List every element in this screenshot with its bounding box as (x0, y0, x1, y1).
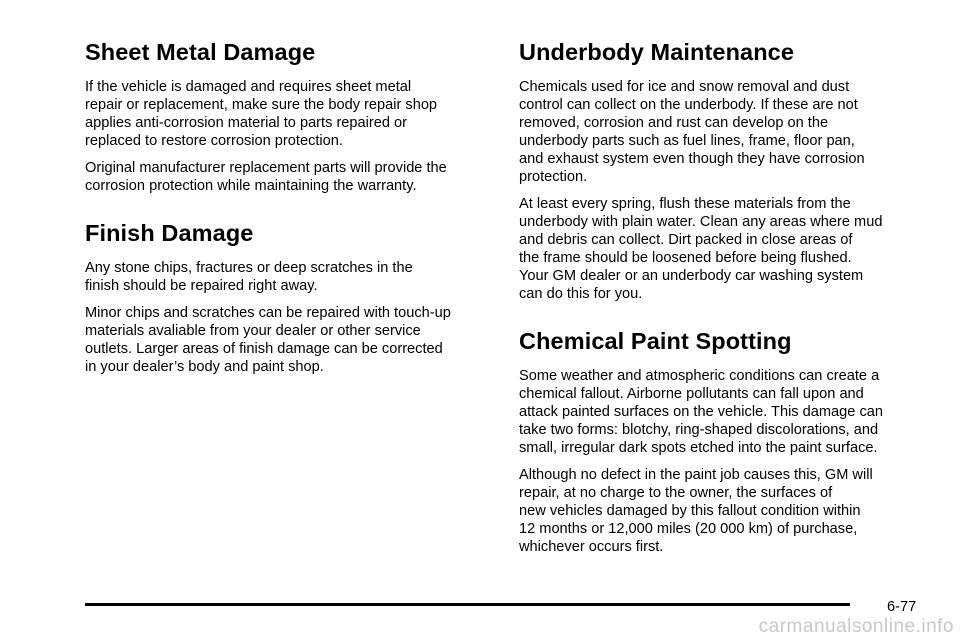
heading-finish-damage: Finish Damage (85, 220, 254, 246)
text-line: Any stone chips, fractures or deep scratches in the (85, 260, 413, 276)
text-line: protection. (519, 169, 588, 185)
text-line: 12 months or 12,000 miles (20 000 km) of purchase, (519, 521, 858, 537)
paragraph (519, 367, 929, 457)
left-column (85, 38, 495, 385)
text-line: At least every spring, flush these materials from the (519, 196, 851, 212)
section-sheet-metal-damage (85, 38, 495, 195)
text-line: in your dealer’s body and paint shop. (85, 359, 324, 375)
text-line: take two forms: blotchy, ring-shaped discolorations, and (519, 422, 879, 438)
page-number: 6-77 (887, 599, 917, 615)
text-line: and debris can collect. Dirt packed in close areas of (519, 232, 853, 248)
text-line: new vehicles damaged by this fallout condition within (519, 503, 861, 519)
text-line: underbody parts such as fuel lines, frame, floor pan, (519, 133, 855, 149)
heading-sheet-metal-damage: Sheet Metal Damage (85, 39, 316, 65)
text-line: Original manufacturer replacement parts will provide the (85, 160, 447, 176)
paragraph (85, 78, 495, 150)
paragraph (519, 78, 929, 186)
paragraph (85, 259, 495, 295)
text-line: finish should be repaired right away. (85, 278, 318, 294)
text-line: repair or replacement, make sure the body repair shop (85, 97, 438, 113)
text-line: whichever occurs first. (519, 539, 664, 555)
text-line: corrosion protection while maintaining the warranty. (85, 178, 417, 194)
watermark: carmanualsonline.info (758, 616, 954, 637)
paragraph (85, 159, 495, 195)
text-line: replaced to restore corrosion protection. (85, 133, 343, 149)
right-column (519, 38, 929, 565)
text-line: control can collect on the underbody. If these are not (519, 97, 858, 113)
section-underbody-maintenance (519, 38, 929, 303)
text-line: small, irregular dark spots etched into the paint surface. (519, 440, 878, 456)
footer-rule (85, 603, 850, 606)
heading-underbody-maintenance: Underbody Maintenance (519, 39, 795, 65)
text-line: chemical fallout. Airborne pollutants can fall upon and (519, 386, 864, 402)
section-chemical-paint-spotting (519, 327, 929, 556)
text-line: Your GM dealer or an underbody car washing system (519, 268, 864, 284)
text-line: outlets. Larger areas of finish damage can be corrected (85, 341, 443, 357)
text-line: Minor chips and scratches can be repaired with touch-up (85, 305, 451, 321)
paragraph (519, 466, 929, 556)
text-line: underbody with plain water. Clean any areas where mud (519, 214, 883, 230)
section-finish-damage (85, 219, 495, 376)
text-line: Some weather and atmospheric conditions can create a (519, 368, 880, 384)
text-line: applies anti-corrosion material to parts repaired or (85, 115, 408, 131)
text-line: attack painted surfaces on the vehicle. This damage can (519, 404, 883, 420)
paragraph (85, 304, 495, 376)
text-line: can do this for you. (519, 286, 643, 302)
paragraph (519, 195, 929, 303)
text-line: the frame should be loosened before being flushed. (519, 250, 852, 266)
text-line: Chemicals used for ice and snow removal and dust (519, 79, 850, 95)
heading-chemical-paint-spotting: Chemical Paint Spotting (519, 328, 792, 354)
text-line: materials avaliable from your dealer or other service (85, 323, 421, 339)
text-line: If the vehicle is damaged and requires sheet metal (85, 79, 412, 95)
text-line: repair, at no charge to the owner, the surfaces of (519, 485, 833, 501)
text-line: removed, corrosion and rust can develop on the (519, 115, 829, 131)
text-line: and exhaust system even though they have corrosion (519, 151, 865, 167)
text-line: Although no defect in the paint job causes this, GM will (519, 467, 873, 483)
